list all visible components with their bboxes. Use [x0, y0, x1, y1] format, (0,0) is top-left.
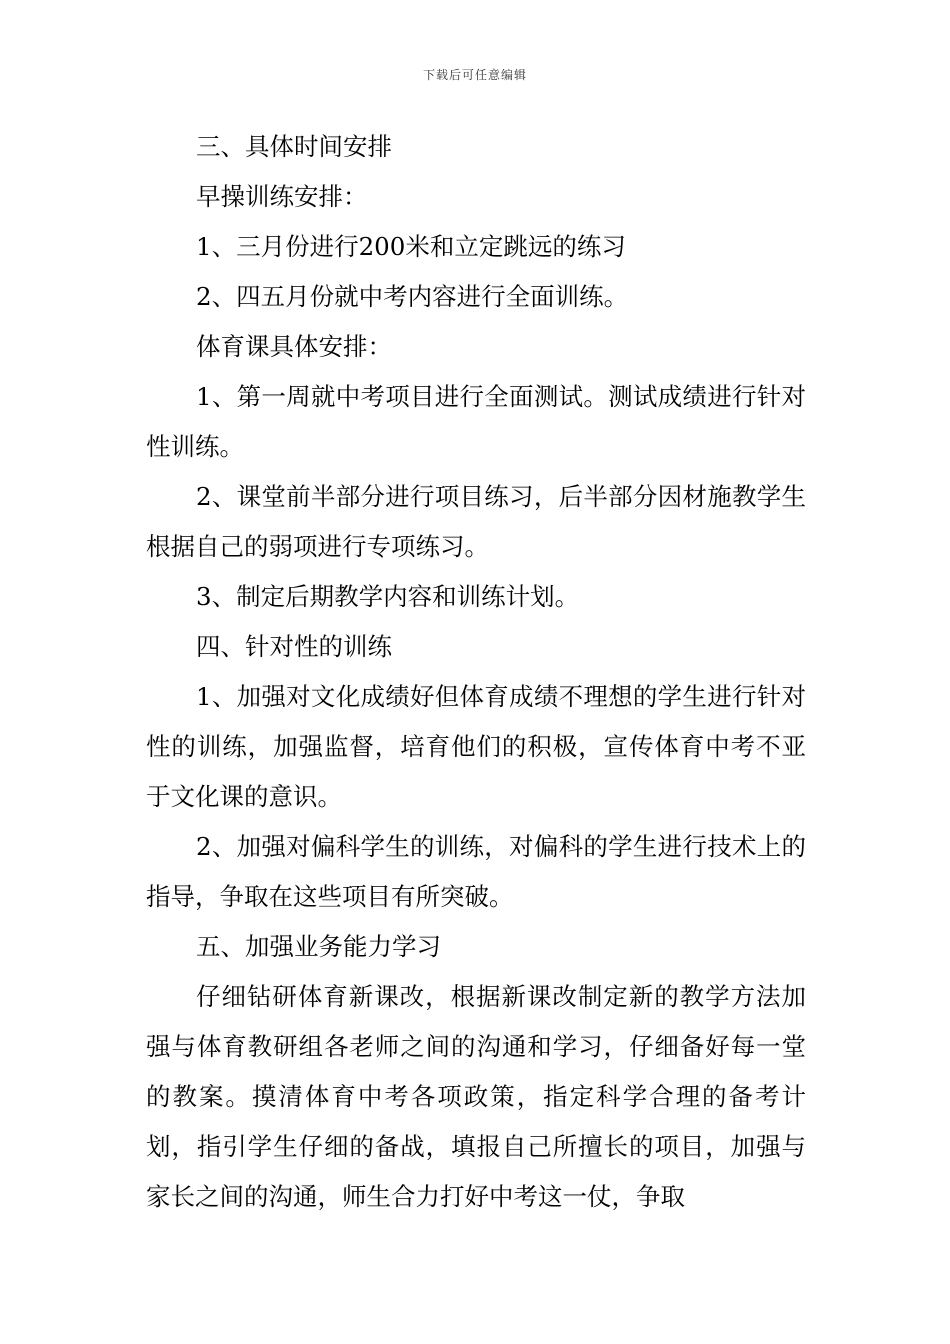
list-item: 2、四五月份就中考内容进行全面训练。 — [196, 282, 629, 311]
subheading-pe-class: 体育课具体安排： — [196, 332, 392, 361]
document-body — [146, 122, 806, 1222]
list-item: 1、加强对文化成绩好但体育成绩不理想的学生进行针对性的训练，加强监督，培育他们的积极，宣传体育中考不亚于文化课的意识。 — [146, 682, 806, 811]
list-item: 1、第一周就中考项目进行全面测试。测试成绩进行针对性训练。 — [146, 382, 806, 461]
subheading-morning-exercise: 早操训练安排： — [196, 182, 368, 211]
body-paragraph: 仔细钻研体育新课改，根据新课改制定新的教学方法加强与体育教研组各老师之间的沟通和学习，仔细备好每一堂的教案。摸清体育中考各项政策，指定科学合理的备考计划，指引学生仔细的备战，填报自己所擅长的项目，加强与家长之间的沟通，师生合力打好中考这一仗，争取 — [146, 982, 806, 1211]
list-item: 2、加强对偏科学生的训练，对偏科的学生进行技术上的指导，争取在这些项目有所突破。 — [146, 832, 806, 911]
list-item: 1、三月份进行200米和立定跳远的练习 — [196, 232, 626, 261]
section-heading-targeted-training: 四、针对性的训练 — [196, 632, 392, 661]
list-item: 3、制定后期教学内容和训练计划。 — [196, 582, 580, 611]
section-heading-professional-study: 五、加强业务能力学习 — [196, 932, 441, 961]
page-header: 下载后可任意编辑 — [422, 68, 527, 82]
list-item: 2、课堂前半部分进行项目练习，后半部分因材施教学生根据自己的弱项进行专项练习。 — [146, 482, 806, 561]
section-heading-schedule: 三、具体时间安排 — [196, 132, 392, 161]
